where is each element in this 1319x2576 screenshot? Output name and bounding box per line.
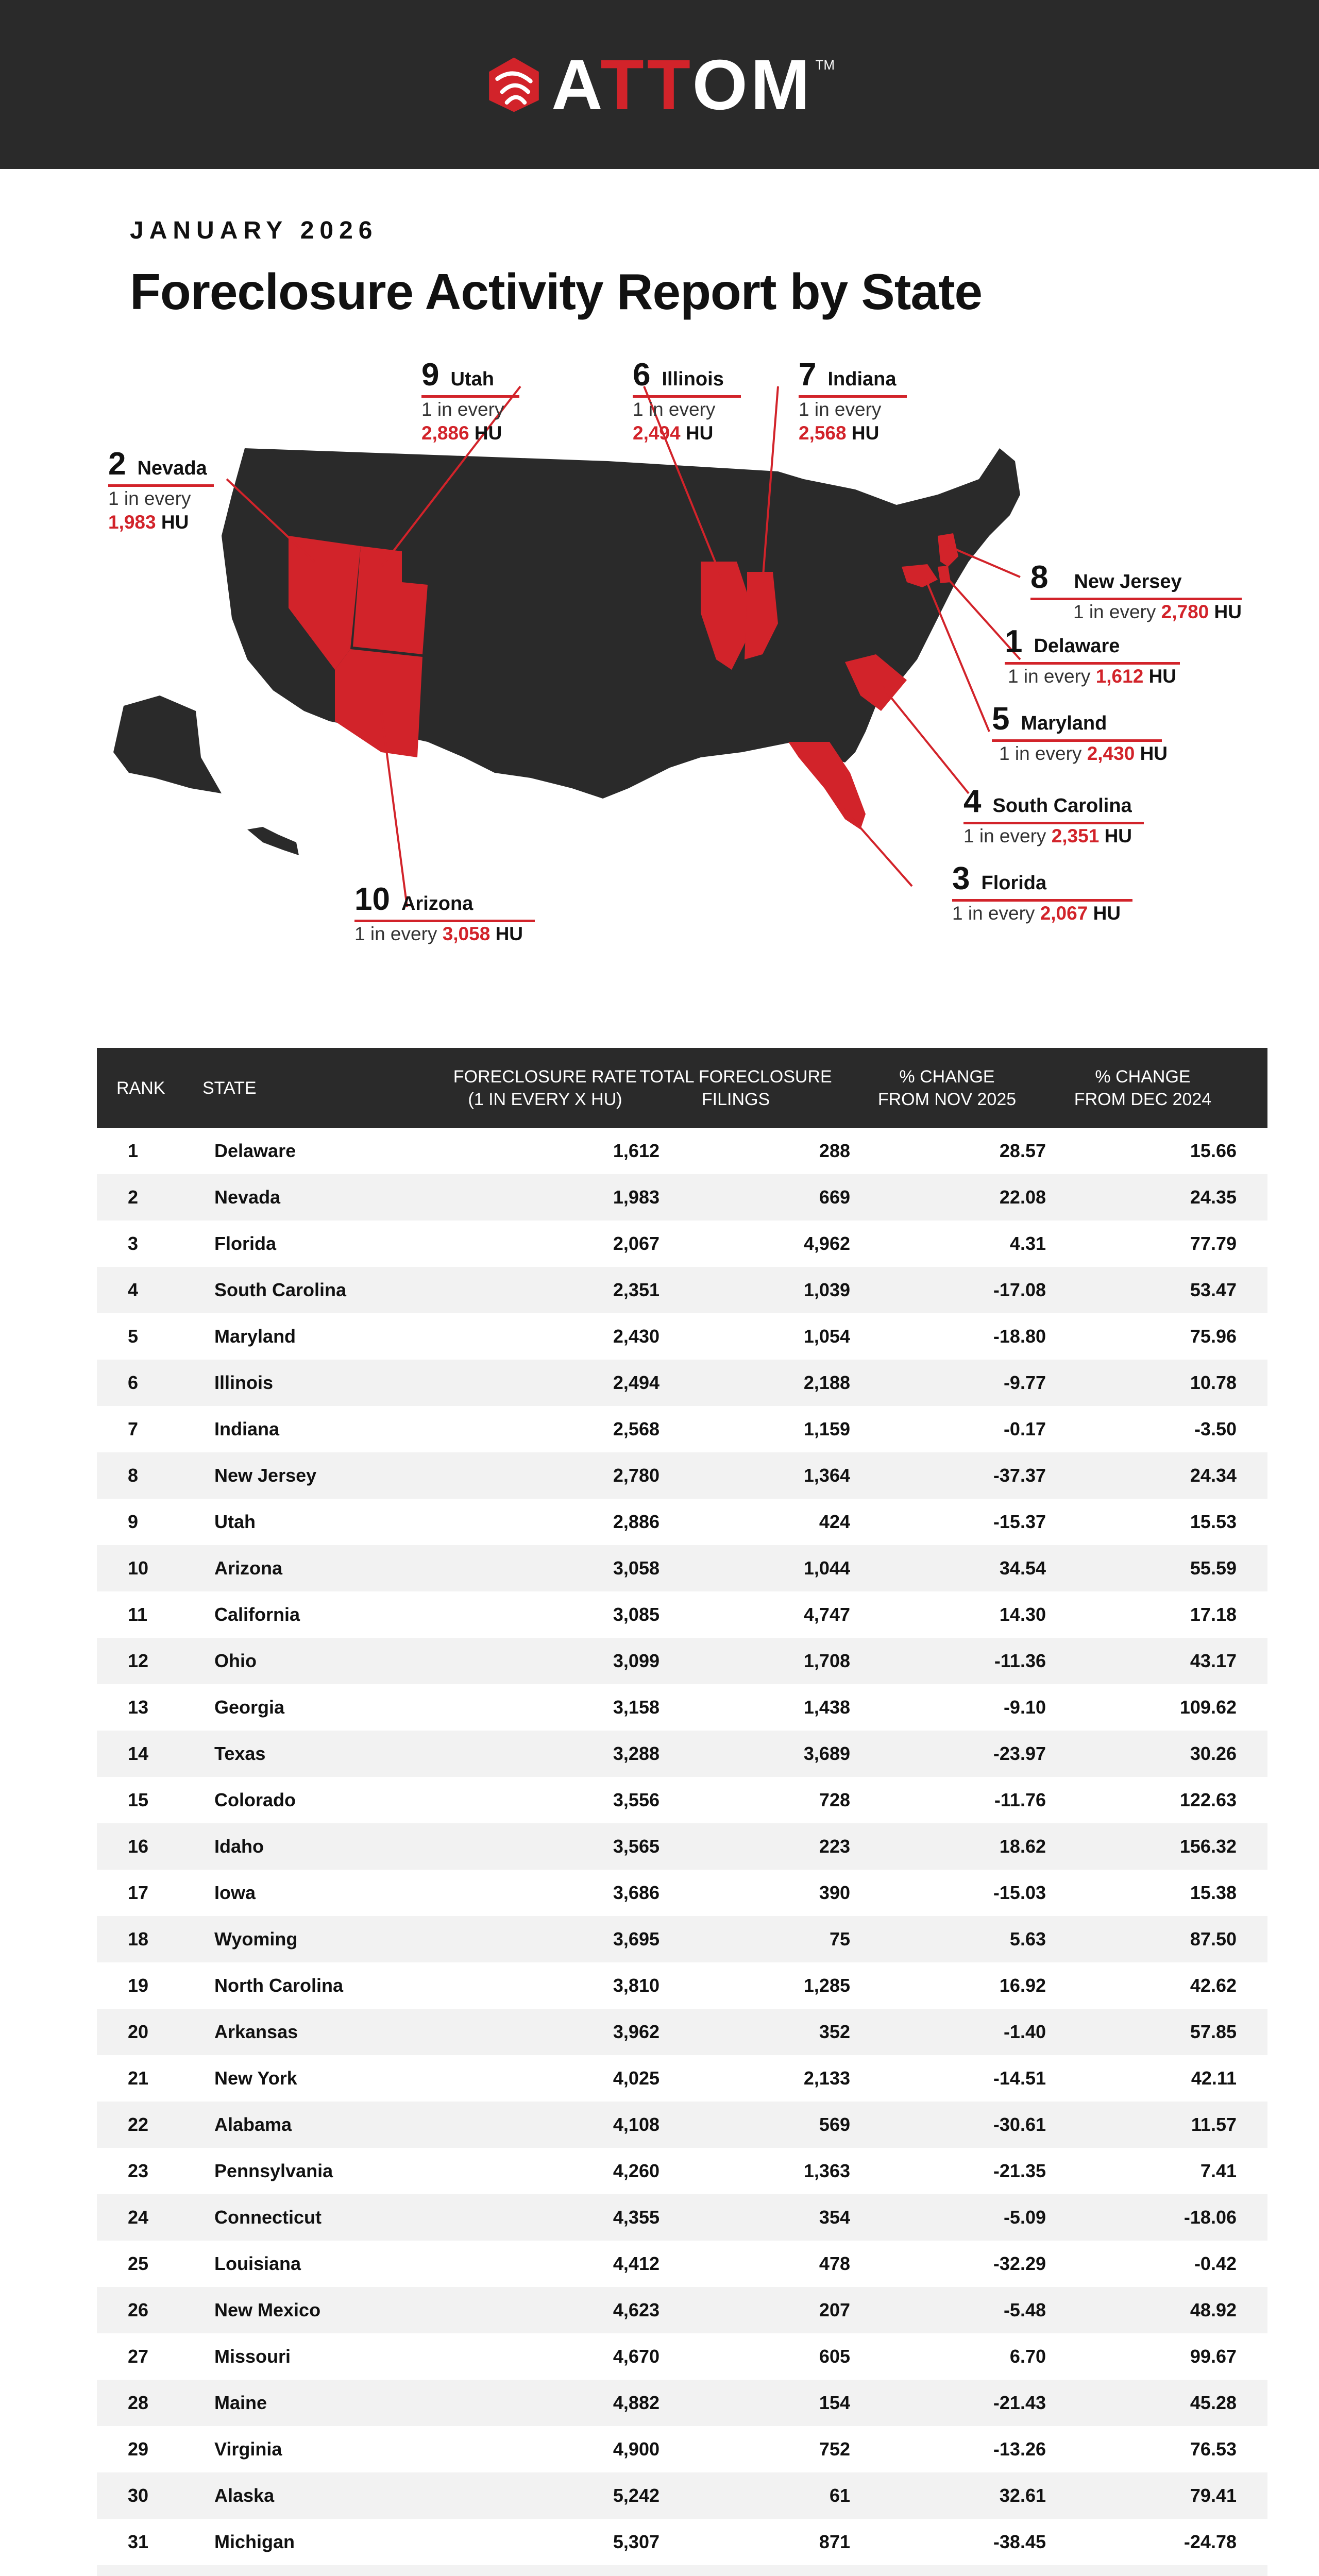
cell-nov-change: -30.61	[993, 2114, 1046, 2135]
cell-state: Arkansas	[214, 2021, 298, 2042]
cell-dec-change: 30.26	[1190, 1743, 1237, 1764]
cell-nov-change: -5.09	[1003, 2207, 1046, 2228]
cell-filings: 669	[819, 1187, 850, 1208]
cell-filings: 1,708	[803, 1650, 850, 1671]
cell-nov-change: -11.76	[994, 1789, 1046, 1810]
cell-dec-change: -3.50	[1194, 1418, 1237, 1439]
table-row	[97, 1684, 1267, 1731]
cell-rate: 2,430	[613, 1326, 660, 1347]
cell-state: Missouri	[214, 2346, 291, 2367]
cell-nov-change: -21.43	[993, 2392, 1046, 2413]
table-body	[97, 1128, 1267, 2576]
cell-rate: 5,242	[613, 2485, 660, 2506]
cell-dec-change: 156.32	[1179, 1836, 1237, 1857]
cell-rank: 1	[128, 1140, 139, 1161]
cell-filings: 1,285	[803, 1975, 850, 1996]
cell-nov-change: 16.92	[999, 1975, 1046, 1996]
cell-state: Louisiana	[214, 2253, 301, 2274]
cell-rate: 4,623	[613, 2299, 660, 2320]
cell-rate: 1,983	[613, 1187, 660, 1208]
cell-filings: 752	[819, 2438, 850, 2460]
col-header-filings: TOTAL FORECLOSURE FILINGS	[639, 1066, 832, 1109]
cell-rank: 23	[128, 2160, 149, 2181]
cell-nov-change: -37.37	[993, 1465, 1046, 1486]
table-row	[97, 1452, 1267, 1499]
table-row	[97, 2148, 1267, 2194]
table-row	[97, 1823, 1267, 1870]
cell-filings: 223	[819, 1836, 850, 1857]
table-row	[97, 2333, 1267, 2380]
callout-nevada: 2 Nevada 1 in every 1,983 HU	[108, 446, 214, 534]
cell-dec-change: 15.66	[1190, 1140, 1237, 1161]
cell-state: Maryland	[214, 1326, 296, 1347]
table-row	[97, 1731, 1267, 1777]
cell-state: New Mexico	[214, 2299, 321, 2320]
cell-rate: 4,412	[613, 2253, 660, 2274]
callout-utah: 9 Utah 1 in every 2,886 HU	[421, 357, 519, 445]
page-title: Foreclosure Activity Report by State	[130, 263, 983, 320]
cell-rate: 3,810	[613, 1975, 660, 1996]
cell-rate: 2,780	[613, 1465, 660, 1486]
cell-rank: 27	[128, 2346, 149, 2367]
state-arizona	[335, 649, 422, 757]
cell-rate: 4,670	[613, 2346, 660, 2367]
cell-filings: 569	[819, 2114, 850, 2135]
table-row	[97, 2241, 1267, 2287]
cell-rank: 2	[128, 1187, 139, 1208]
cell-filings: 154	[819, 2392, 850, 2413]
alaska-shape	[113, 696, 222, 793]
table-row	[97, 1499, 1267, 1545]
cell-dec-change: 76.53	[1190, 2438, 1237, 2460]
table-row	[97, 2194, 1267, 2241]
cell-nov-change: 22.08	[999, 1187, 1046, 1208]
cell-nov-change: -9.10	[1003, 1697, 1046, 1718]
cell-filings: 1,159	[803, 1418, 850, 1439]
cell-nov-change: -11.36	[994, 1650, 1046, 1671]
cell-nov-change: 32.61	[999, 2485, 1046, 2506]
cell-nov-change: 18.62	[999, 1836, 1046, 1857]
cell-rate: 2,351	[613, 1279, 660, 1300]
cell-dec-change: 42.11	[1191, 2067, 1237, 2089]
cell-state: Illinois	[214, 1372, 274, 1393]
cell-rank: 16	[128, 1836, 149, 1857]
cell-rate: 2,494	[613, 1372, 660, 1393]
cell-state: Colorado	[214, 1789, 296, 1810]
cell-filings: 424	[819, 1511, 850, 1532]
table-row	[97, 1267, 1267, 1313]
cell-filings: 4,962	[803, 1233, 850, 1254]
cell-nov-change: -15.03	[993, 1882, 1046, 1903]
cell-rank: 19	[128, 1975, 149, 1996]
cell-rank: 24	[128, 2207, 149, 2228]
cell-filings: 2,133	[803, 2067, 850, 2089]
table-row	[97, 1128, 1267, 1174]
col-header-dec-change: % CHANGE FROM DEC 2024	[1074, 1066, 1212, 1109]
cell-state: Alaska	[214, 2485, 275, 2506]
cell-rank: 17	[128, 1882, 149, 1903]
col-header-rate: FORECLOSURE RATE (1 IN EVERY X HU)	[453, 1066, 637, 1109]
cell-state: North Carolina	[214, 1975, 344, 1996]
col-header-state: STATE	[202, 1078, 257, 1098]
table-row	[97, 2519, 1267, 2565]
cell-nov-change: 34.54	[999, 1557, 1046, 1579]
cell-dec-change: 109.62	[1179, 1697, 1237, 1718]
col-header-nov-change: % CHANGE FROM NOV 2025	[877, 1066, 1017, 1109]
cell-filings: 2,188	[803, 1372, 850, 1393]
cell-rate: 3,058	[613, 1557, 660, 1579]
table-row	[97, 1313, 1267, 1360]
cell-state: Indiana	[214, 1418, 280, 1439]
cell-state: Wyoming	[214, 1928, 298, 1950]
cell-dec-change	[1050, 2565, 1237, 2576]
cell-state: Connecticut	[214, 2207, 322, 2228]
cell-filings: 75	[829, 1928, 850, 1950]
cell-rank: 8	[128, 1465, 139, 1486]
cell-rank: 28	[128, 2392, 149, 2413]
cell-rank: 29	[128, 2438, 149, 2460]
cell-state: California	[214, 1604, 300, 1625]
cell-dec-change: 17.18	[1190, 1604, 1237, 1625]
cell-dec-change: 77.79	[1190, 1233, 1237, 1254]
cell-rate: 5,307	[613, 2531, 660, 2552]
table-row	[97, 2102, 1267, 2148]
cell-filings: 1,054	[803, 1326, 850, 1347]
report-date: JANUARY 2026	[130, 217, 378, 244]
cell-dec-change: 24.34	[1190, 1465, 1237, 1486]
cell-rank: 20	[128, 2021, 149, 2042]
cell-nov-change: 6.70	[1009, 2346, 1046, 2367]
cell-state: Idaho	[214, 1836, 264, 1857]
table-row	[97, 2426, 1267, 2472]
cell-rate: 3,288	[613, 1743, 660, 1764]
cell-rank: 11	[128, 1604, 148, 1625]
table-row	[97, 2287, 1267, 2333]
attom-mark-icon	[484, 55, 544, 114]
table-row	[97, 2472, 1267, 2519]
cell-dec-change: 42.62	[1190, 1975, 1237, 1996]
cell-state: Pennsylvania	[214, 2160, 333, 2181]
table-row	[97, 1360, 1267, 1406]
cell-state: Maine	[214, 2392, 267, 2413]
cell-nov-change: -17.08	[993, 1279, 1046, 1300]
cell-dec-change: 15.53	[1190, 1511, 1237, 1532]
cell-rank: 5	[128, 1326, 139, 1347]
logo-wordmark: ATTOM	[551, 45, 813, 125]
cell-rate: 3,085	[613, 1604, 660, 1625]
cell-rate: 3,158	[613, 1697, 660, 1718]
cell-filings: 4,747	[803, 1604, 850, 1625]
cell-rate: 2,067	[613, 1233, 660, 1254]
cell-state: Delaware	[214, 1140, 296, 1161]
cell-state: Texas	[214, 1743, 266, 1764]
cell-filings: 871	[819, 2531, 850, 2552]
cell-rate: 2,886	[613, 1511, 660, 1532]
cell-nov-change: -5.48	[1003, 2299, 1046, 2320]
cell-filings: 390	[819, 1882, 850, 1903]
cell-rank: 25	[128, 2253, 149, 2274]
cell-rate: 4,260	[613, 2160, 660, 2181]
cell-filings: 61	[829, 2485, 850, 2506]
callout-arizona: 10 Arizona 1 in every 3,058 HU	[354, 881, 535, 946]
table-row	[97, 2055, 1267, 2102]
cell-rate: 4,882	[613, 2392, 660, 2413]
table-row	[97, 1221, 1267, 1267]
cell-filings: 1,363	[803, 2160, 850, 2181]
cell-dec-change: 79.41	[1190, 2485, 1237, 2506]
cell-state: Alabama	[214, 2114, 292, 2135]
cell-state: Michigan	[214, 2531, 295, 2552]
table-row	[97, 2009, 1267, 2055]
cell-dec-change: 122.63	[1179, 1789, 1237, 1810]
cell-rate: 3,099	[613, 1650, 660, 1671]
cell-rate: 4,108	[613, 2114, 660, 2135]
cell-rank: 22	[128, 2114, 149, 2135]
cell-rank: 4	[128, 1279, 139, 1300]
cell-filings: 1,044	[803, 1557, 850, 1579]
cell-rank: 15	[128, 1789, 149, 1810]
cell-rank: 31	[128, 2531, 149, 2552]
cell-nov-change: 4.31	[1009, 1233, 1046, 1254]
cell-filings: 478	[819, 2253, 850, 2274]
table-row	[97, 1174, 1267, 1221]
cell-rank: 14	[128, 1743, 149, 1764]
cell-rank	[128, 2565, 169, 2576]
cell-rank: 10	[128, 1557, 149, 1579]
table-row	[97, 1916, 1267, 1962]
cell-state: Arizona	[214, 1557, 283, 1579]
cell-nov-change: 28.57	[999, 1140, 1046, 1161]
table-row	[97, 1638, 1267, 1684]
cell-dec-change: 99.67	[1190, 2346, 1237, 2367]
cell-filings: 3,689	[803, 1743, 850, 1764]
cell-nov-change: -18.80	[993, 1326, 1046, 1347]
header-bar	[0, 0, 1319, 169]
cell-rate: 3,686	[613, 1882, 660, 1903]
cell-filings: 605	[819, 2346, 850, 2367]
cell-nov-change: 14.30	[999, 1604, 1046, 1625]
table-row	[97, 1870, 1267, 1916]
cell-dec-change: 43.17	[1190, 1650, 1237, 1671]
cell-rank: 30	[128, 2485, 149, 2506]
cell-dec-change: 10.78	[1190, 1372, 1237, 1393]
cell-filings: 1,364	[803, 1465, 850, 1486]
cell-nov-change: -1.40	[1003, 2021, 1046, 2042]
cell-nov-change	[849, 2565, 1046, 2576]
foreclosure-table	[97, 1048, 1267, 2576]
cell-rank: 6	[128, 1372, 139, 1393]
cell-rank: 3	[128, 1233, 139, 1254]
cell-nov-change: -38.45	[993, 2531, 1046, 2552]
cell-rate: 3,565	[613, 1836, 660, 1857]
cell-dec-change: 24.35	[1190, 1187, 1237, 1208]
table-row	[97, 1962, 1267, 2009]
cell-state: Iowa	[214, 1882, 256, 1903]
cell-nov-change: -13.26	[993, 2438, 1046, 2460]
cell-filings: 352	[819, 2021, 850, 2042]
cell-rate	[468, 2565, 660, 2576]
cell-dec-change: -18.06	[1183, 2207, 1237, 2228]
cell-rank: 7	[128, 1418, 139, 1439]
cell-dec-change: 15.38	[1190, 1882, 1237, 1903]
cell-rank: 21	[128, 2067, 149, 2089]
cell-state: Nevada	[214, 1187, 281, 1208]
cell-filings: 288	[819, 1140, 850, 1161]
trademark-mark: TM	[815, 57, 835, 73]
cell-filings: 1,438	[803, 1697, 850, 1718]
cell-rate: 2,568	[613, 1418, 660, 1439]
cell-filings	[664, 2565, 850, 2576]
cell-nov-change: -21.35	[993, 2160, 1046, 2181]
cell-dec-change: 87.50	[1190, 1928, 1237, 1950]
table-row	[97, 2380, 1267, 2426]
callout-maryland: 5 Maryland 1 in every 2,430 HU	[992, 701, 1168, 764]
callout-new-jersey: 8 New Jersey 1 in every 2,780 HU	[1030, 560, 1242, 622]
cell-dec-change: 7.41	[1200, 2160, 1237, 2181]
callout-illinois: 6 Illinois 1 in every 2,494 HU	[633, 357, 741, 445]
cell-rank: 26	[128, 2299, 149, 2320]
cell-rank: 18	[128, 1928, 149, 1950]
cell-dec-change: -24.78	[1183, 2531, 1237, 2552]
cell-dec-change: 48.92	[1190, 2299, 1237, 2320]
cell-state: South Carolina	[214, 1279, 347, 1300]
cell-dec-change: -0.42	[1194, 2253, 1237, 2274]
cell-rate: 4,900	[613, 2438, 660, 2460]
cell-rate: 4,025	[613, 2067, 660, 2089]
cell-state: Georgia	[214, 1697, 285, 1718]
cell-state: New Jersey	[214, 1465, 317, 1486]
cell-rank: 12	[128, 1650, 149, 1671]
callout-florida: 3 Florida 1 in every 2,067 HU	[952, 860, 1132, 925]
table-row	[97, 1406, 1267, 1452]
table-row	[97, 2565, 1267, 2576]
cell-nov-change: -9.77	[1003, 1372, 1046, 1393]
col-header-rank: RANK	[116, 1078, 165, 1098]
cell-state: Utah	[214, 1511, 256, 1532]
cell-rank: 13	[128, 1697, 149, 1718]
cell-rate: 3,556	[613, 1789, 660, 1810]
cell-filings: 728	[819, 1789, 850, 1810]
cell-dec-change: 45.28	[1190, 2392, 1237, 2413]
cell-nov-change: -15.37	[993, 1511, 1046, 1532]
cell-rate: 3,962	[613, 2021, 660, 2042]
cell-rank: 9	[128, 1511, 139, 1532]
table-row	[97, 1545, 1267, 1591]
cell-rate: 4,355	[613, 2207, 660, 2228]
cell-filings: 207	[819, 2299, 850, 2320]
cell-rate: 1,612	[613, 1140, 660, 1161]
cell-dec-change: 53.47	[1190, 1279, 1237, 1300]
cell-nov-change: -14.51	[993, 2067, 1046, 2089]
cell-filings: 354	[819, 2207, 850, 2228]
florida-peninsula	[788, 742, 866, 829]
callout-south-carolina: 4 South Carolina 1 in every 2,351 HU	[963, 783, 1144, 848]
cell-nov-change: 5.63	[1009, 1928, 1046, 1950]
attom-logo	[484, 45, 835, 125]
cell-state: New York	[214, 2067, 297, 2089]
cell-filings: 1,039	[803, 1279, 850, 1300]
cell-nov-change: -0.17	[1003, 1418, 1046, 1439]
table-row	[97, 1591, 1267, 1638]
cell-state: Ohio	[214, 1650, 257, 1671]
cell-nov-change: -23.97	[993, 1743, 1046, 1764]
cell-state: Virginia	[214, 2438, 282, 2460]
table-header	[97, 1048, 1267, 1128]
cell-rate: 3,695	[613, 1928, 660, 1950]
hawaii-shape	[247, 827, 299, 855]
cell-state: Florida	[214, 1233, 277, 1254]
table-row	[97, 1777, 1267, 1823]
cell-dec-change: 57.85	[1190, 2021, 1237, 2042]
cell-dec-change: 55.59	[1190, 1557, 1237, 1579]
cell-dec-change: 11.57	[1191, 2114, 1237, 2135]
cell-nov-change: -32.29	[993, 2253, 1046, 2274]
callout-indiana: 7 Indiana 1 in every 2,568 HU	[799, 357, 907, 445]
callout-delaware: 1 Delaware 1 in every 1,612 HU	[1005, 623, 1180, 688]
cell-dec-change: 75.96	[1190, 1326, 1237, 1347]
